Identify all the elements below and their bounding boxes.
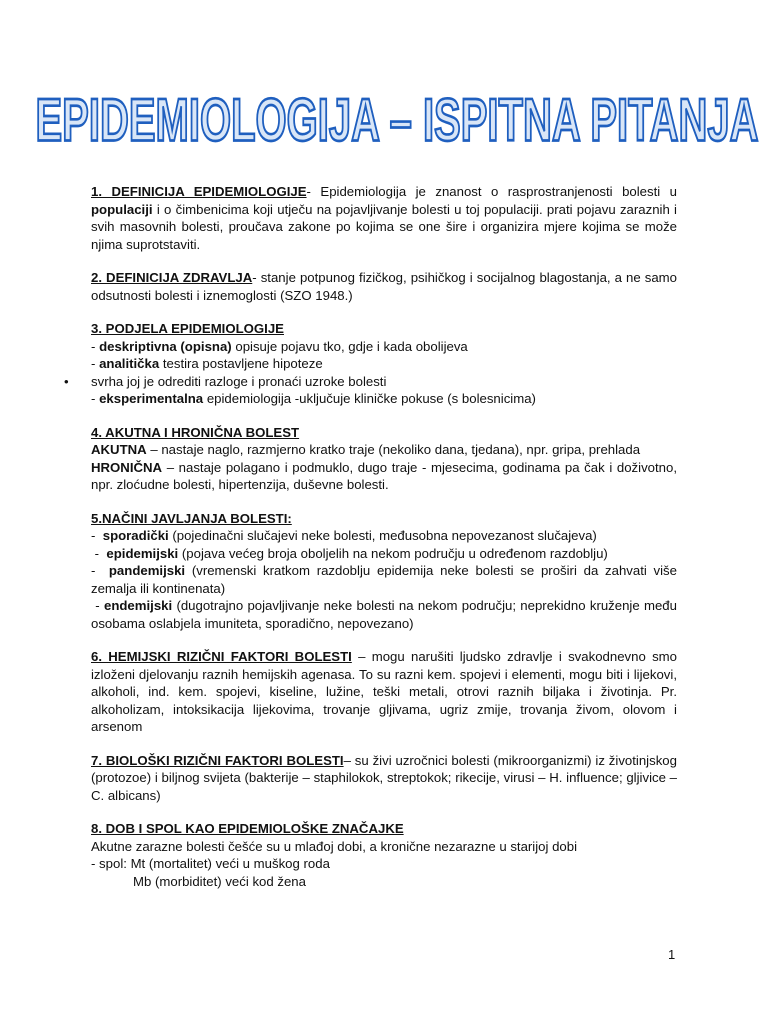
section-1 [91,183,677,253]
section-2-heading: 2. DEFINICIJA ZDRAVLJA [91,270,253,285]
section-7-heading: 7. BIOLOŠKI RIZIČNI FAKTORI BOLESTI [91,752,344,768]
list-item: - epidemijski (pojava većeg broja oboljelih na nekom području u određenom razdoblju) [91,545,608,561]
document-body [64,183,678,906]
list-item: - endemijski (dugotrajno pojavljivanje neke bolesti na nekom području; neprekidno kruženje među osobama oslabjela imuniteta, sporadično, nepovezano) [91,598,677,631]
section-5 [91,510,677,633]
list-item: - analitička testira postavljene hipoteze [91,356,323,371]
section-4-heading: 4. AKUTNA I HRONIČNA BOLEST [91,424,300,440]
section-7: 7. BIOLOŠKI RIZIČNI FAKTORI BOLESTI– su živi uzročnici bolesti (mikroorganizmi) iz životinjskog (protozoe) i biljnog svijeta (bakterije – staphilokok, streptokok; rikecije, virusi – H. influence; gljivice – C. albicans) [91,752,677,803]
section-1-heading: 1. DEFINICIJA EPIDEMIOLOGIJE [91,184,307,199]
section-4 [91,424,677,494]
list-item: Akutne zarazne bolesti češće su u mlađoj dobi, a kronične nezarazne u starijoj dobi [91,838,578,854]
bullet-icon: • [64,373,69,389]
definition-akutna: AKUTNA – nastaje naglo, razmjerno kratko traje (nekoliko dana, tjedana), npr. gripa, prehlada [91,442,641,457]
document-title [0,78,768,168]
list-item: Mb (morbiditet) veći kod žena [133,873,306,889]
list-item: - eksperimentalna epidemiologija -uključuje kliničke pokuse (s bolesnicima) [91,391,536,406]
bullet-item: • svrha joj je odrediti razloge i pronaći uzroke bolesti [64,373,387,389]
list-item: - spol: Mt (mortalitet) veći u muškog roda [91,856,330,871]
section-8 [91,820,677,890]
section-1-paragraph: 1. DEFINICIJA EPIDEMIOLOGIJE- Epidemiologija je znanost o rasprostranjenosti bolesti u populaciji i o čimbenicima koji utječu na pojavljivanje bolesti u toj populaciji. prati pojavu zaraznih i svih masovnih bolesti, proučava zakone po kojima se one šire i organizira mjere kojima se može njima suprotstaviti. [91,184,677,252]
section-3 [64,320,677,408]
section-2: 2. DEFINICIJA ZDRAVLJA- stanje potpunog fizičkog, psihičkog i socijalnog blagostanja, a ne samo odsutnosti bolesti i iznemoglosti (SZO 1948.) [91,270,678,303]
list-item: - sporadički (pojedinačni slučajevi neke bolesti, međusobna nepovezanost slučajeva) [91,528,597,543]
list-item: - deskriptivna (opisna) opisuje pojavu tko, gdje i kada obolijeva [91,338,468,354]
section-8-heading: 8. DOB I SPOL KAO EPIDEMIOLOŠKE ZNAČAJKE [91,821,404,836]
definition-hronicna: HRONIČNA – nastaje polagano i podmuklo, dugo traje - mjesecima, godinama pa čak i doživotno, npr. zloćudne bolesti, hipertenzija, duševne bolesti. [91,459,677,492]
section-5-heading: 5.NAČINI JAVLJANJA BOLESTI: [91,510,292,526]
page-number: 1 [668,947,676,962]
section-6-heading: 6. HEMIJSKI RIZIČNI FAKTORI BOLESTI [91,649,352,664]
list-item: - pandemijski (vremenski kratkom razdoblju epidemija neke bolesti se proširi da zahvati više zemalja ili kontinenata) [91,563,677,596]
title-text: EPIDEMIOLOGIJA – ISPITNA PITANJA [35,86,759,154]
section-6: 6. HEMIJSKI RIZIČNI FAKTORI BOLESTI – mogu narušiti ljudsko zdravlje i svakodnevno smo izloženi djelovanju raznih hemijskih agenasa. To su razni kem. spojevi i elementi, mogu biti i lijekovi, alkoholi, ind. kem. spojevi, kiseline, lužine, teški metali, otrovi raznih biljaka i životinja. Pr. alkoholizam, intoksikacija lijekovima, trovanje gljivama, ugriz zmije, trovanja živom, olovom i arsenom [91,649,677,734]
section-3-heading: 3. PODJELA EPIDEMIOLOGIJE [91,321,284,336]
